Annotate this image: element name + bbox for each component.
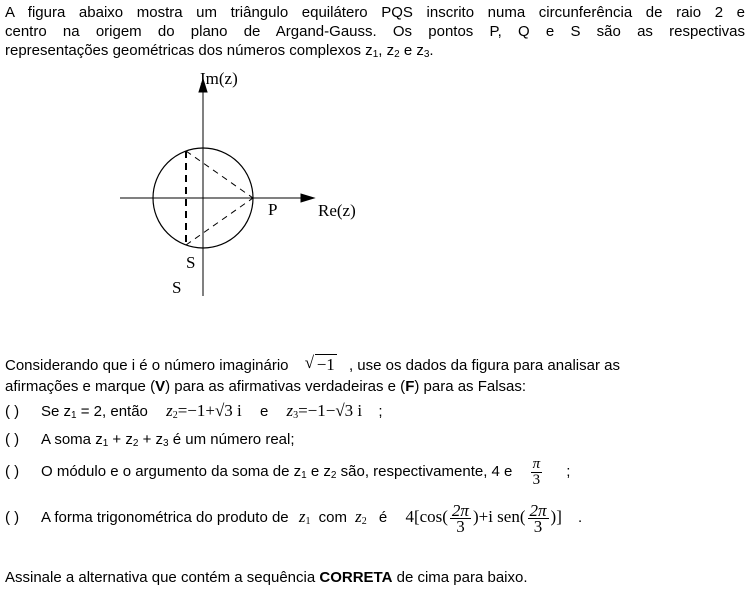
answer-box-2[interactable]: ( ) xyxy=(5,431,20,448)
sqrt-minus-one: √ −1 xyxy=(304,353,335,374)
point-s-label-lower: S xyxy=(172,278,182,297)
point-s-label: S xyxy=(186,253,196,272)
statement-4: ( ) A forma trigonométrica do produto de $z_1$ com $z_2$ é 4[cos( $\frac{2\pi}{3}$ )+i sen( $\frac{2\pi}{3}$ )] . xyxy=(5,497,582,537)
triangle-side-sp xyxy=(186,198,253,245)
fraction-pi-over-3: $\frac{\pi}{3}$ xyxy=(532,455,541,488)
triangle-side-qp xyxy=(186,151,253,198)
statement-1: ( ) Se $z_1 = 2$, então $z_2=-1+√3$ i e $z_3=-1-√3$ i ; xyxy=(5,401,383,421)
y-axis-label: Im(z) xyxy=(200,69,238,88)
real-axis-arrow xyxy=(301,194,314,202)
x-axis-label: Re(z) xyxy=(318,201,356,220)
answer-box-1[interactable]: ( ) xyxy=(5,403,20,420)
answer-box-3[interactable]: ( ) xyxy=(5,463,20,480)
intro-line-2: centro na origem do plano de Argand-Gauss. Os pontos P, Q e S são as respectivas xyxy=(5,23,745,40)
intro-line-1: A figura abaixo mostra um triângulo equilátero PQS inscrito numa circunferência de raio 2 e xyxy=(5,4,745,21)
statement-3: ( ) O módulo e o argumento da soma de $z_1$ e $z_2$ são, respectivamente, 4 e $\frac{\pi}{3}$ ; xyxy=(5,455,571,488)
considering-line-1: Considerando que i é o número imaginário √ −1 , use os dados da figura para analisar as xyxy=(5,353,745,377)
considering-line-2: afirmações e marque (V) para as afirmativas verdadeiras e (F) para as Falsas: xyxy=(5,378,527,395)
final-instruction: Assinale a alternativa que contém a sequência CORRETA de cima para baixo. xyxy=(5,569,528,586)
point-p-label: P xyxy=(268,200,278,219)
answer-box-4[interactable]: ( ) xyxy=(5,509,20,526)
trig-form-expression: 4[cos( $\frac{2\pi}{3}$ )+i sen( $\frac{2\pi}{3}$ )] xyxy=(405,500,562,536)
statement-2: ( ) A soma $z_1 + z_2 + z_3$ é um número real; xyxy=(5,431,295,449)
intro-line-3: representações geométricas dos números complexos $z_1$, $z_2$ e $z_3$. xyxy=(5,42,434,60)
